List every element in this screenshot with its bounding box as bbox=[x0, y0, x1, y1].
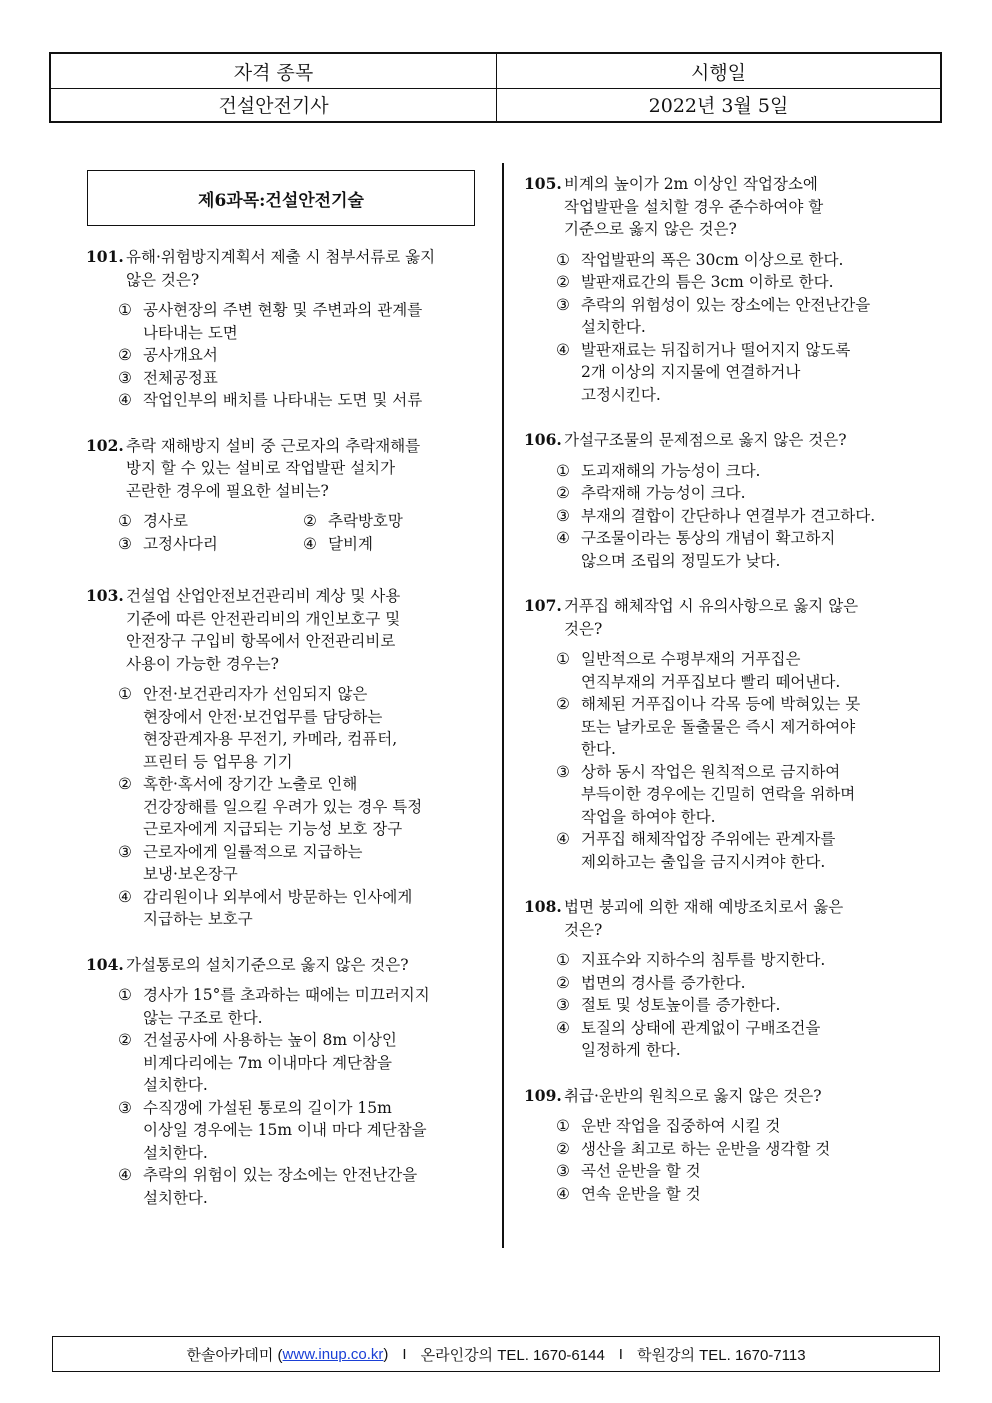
option-text-line: 지급하는 보호구 bbox=[143, 910, 253, 928]
option-text-line: 생산을 최고로 하는 운반을 생각할 것 bbox=[581, 1139, 831, 1158]
right-column bbox=[524, 173, 924, 1205]
question-stem bbox=[524, 595, 924, 640]
question-number: 108. bbox=[524, 897, 562, 916]
answer-option-2 bbox=[271, 510, 456, 533]
option-text-line: 절토 및 성토높이를 증가한다. bbox=[581, 996, 781, 1014]
answer-option-1 bbox=[524, 460, 924, 483]
answer-option-3 bbox=[524, 1160, 924, 1183]
answer-options bbox=[524, 460, 924, 573]
option-text-line: 건강장해를 일으킬 우려가 있는 경우 특정 bbox=[143, 797, 423, 816]
question-number: 107. bbox=[524, 596, 562, 615]
option-text-line: 구조물이라는 통상의 개념이 확고하지 bbox=[581, 529, 836, 547]
option-number-mark: ④ bbox=[556, 1184, 570, 1203]
option-text-line: 고정사다리 bbox=[143, 534, 218, 553]
question-text-line: 것은? bbox=[564, 619, 603, 638]
question-106 bbox=[524, 429, 924, 572]
answer-option-1 bbox=[524, 648, 924, 693]
subject-title: 제6과목:건설안전기술 bbox=[87, 170, 475, 226]
question-number: 109. bbox=[524, 1085, 562, 1105]
option-number-mark: ① bbox=[118, 512, 132, 530]
option-number-mark: ③ bbox=[118, 368, 132, 387]
option-number-mark: ① bbox=[118, 685, 132, 703]
option-text-line: 일정하게 한다. bbox=[581, 1041, 681, 1059]
question-text-line: 것은? bbox=[564, 920, 603, 939]
question-number: 105. bbox=[524, 174, 562, 193]
question-stem bbox=[86, 435, 486, 503]
option-text-line: 작업발판의 폭은 30cm 이상으로 한다. bbox=[581, 250, 844, 269]
option-text-line: 또는 날카로운 돌출물은 즉시 제거하여야 bbox=[581, 717, 856, 736]
question-stem bbox=[86, 954, 486, 977]
option-number-mark: ① bbox=[118, 986, 132, 1004]
question-text-line: 기준에 따른 안전관리비의 개인보호구 및 bbox=[126, 609, 401, 628]
option-number-mark: ④ bbox=[556, 830, 570, 848]
left-column bbox=[86, 170, 486, 1209]
question-text-line: 법면 붕괴에 의한 재해 예방조치로서 옳은 bbox=[564, 898, 844, 916]
answer-option-1 bbox=[524, 249, 924, 272]
option-number-mark: ③ bbox=[118, 1098, 132, 1117]
header-label-exam-date: 시행일 bbox=[690, 61, 747, 84]
option-number-mark: ③ bbox=[556, 295, 570, 314]
question-text-line: 곤란한 경우에 필요한 설비는? bbox=[126, 481, 329, 500]
option-number-mark: ③ bbox=[556, 1162, 570, 1180]
question-number: 102. bbox=[86, 435, 124, 455]
question-text-line: 거푸집 해체작업 시 유의사항으로 옳지 않은 bbox=[564, 597, 859, 615]
question-stem bbox=[524, 173, 924, 241]
option-text-line: 추락재해 가능성이 크다. bbox=[581, 484, 746, 502]
answer-option-4 bbox=[524, 339, 924, 407]
column-divider bbox=[502, 163, 504, 1248]
option-text-line: 건설공사에 사용하는 높이 8m 이상인 bbox=[143, 1031, 397, 1049]
option-text-line: 2개 이상의 지지물에 연결하거나 bbox=[581, 363, 801, 381]
footer-academy: 한솔아카데미 ( bbox=[186, 1346, 283, 1364]
question-text-line: 취급·운반의 원칙으로 옳지 않은 것은? bbox=[564, 1086, 822, 1105]
question-text-line: 건설업 산업안전보건관리비 계상 및 사용 bbox=[126, 587, 401, 605]
option-text-line: 설치한다. bbox=[143, 1076, 208, 1094]
option-text-line: 법면의 경사를 증가한다. bbox=[581, 973, 746, 992]
answer-option-3 bbox=[86, 841, 486, 886]
question-101 bbox=[86, 246, 486, 412]
option-text-line: 현장에서 안전·보건업무를 담당하는 bbox=[143, 707, 383, 726]
option-number-mark: ① bbox=[118, 301, 132, 319]
option-text-line: 근로자에게 지급되는 기능성 보호 장구 bbox=[143, 820, 403, 838]
question-107 bbox=[524, 595, 924, 873]
footer-separator: I bbox=[618, 1345, 623, 1363]
answer-option-4 bbox=[524, 828, 924, 873]
option-text-line: 추락의 위험이 있는 장소에는 안전난간을 bbox=[143, 1166, 418, 1184]
option-text-line: 혹한·혹서에 장기간 노출로 인해 bbox=[143, 775, 358, 793]
answer-options bbox=[86, 683, 486, 931]
option-text-line: 감리원이나 외부에서 방문하는 인사에게 bbox=[143, 887, 413, 906]
option-text-line: 곡선 운반을 할 것 bbox=[581, 1162, 701, 1180]
question-text-line: 방지 할 수 있는 설비로 작업발판 설치가 bbox=[126, 459, 396, 477]
option-text-line: 설치한다. bbox=[581, 318, 646, 336]
answer-option-2 bbox=[524, 1138, 924, 1161]
option-text-line: 발판재료간의 틈은 3cm 이하로 한다. bbox=[581, 273, 834, 291]
option-number-mark: ④ bbox=[118, 391, 132, 409]
question-text-line: 추락 재해방지 설비 중 근로자의 추락재해를 bbox=[126, 436, 421, 455]
answer-options bbox=[524, 1115, 924, 1205]
option-number-mark: ② bbox=[118, 775, 132, 793]
option-text-line: 공사현장의 주변 현황 및 주변과의 관계를 bbox=[143, 301, 423, 319]
option-number-mark: ④ bbox=[303, 534, 317, 553]
option-number-mark: ② bbox=[118, 346, 132, 364]
answer-option-2 bbox=[86, 344, 486, 367]
answer-option-1 bbox=[524, 949, 924, 972]
question-number: 103. bbox=[86, 586, 124, 605]
footer-offline-tel: 학원강의 TEL. 1670-7113 bbox=[636, 1346, 806, 1364]
answer-option-2 bbox=[524, 271, 924, 294]
answer-option-3 bbox=[524, 294, 924, 339]
option-number-mark: ② bbox=[556, 695, 570, 713]
option-text-line: 설치한다. bbox=[143, 1188, 208, 1207]
option-number-mark: ① bbox=[556, 461, 570, 480]
answer-option-1 bbox=[86, 683, 486, 773]
option-text-line: 비계다리에는 7m 이내마다 계단참을 bbox=[143, 1053, 392, 1072]
answer-option-4 bbox=[524, 1183, 924, 1206]
question-number: 104. bbox=[86, 954, 124, 974]
option-number-mark: ① bbox=[556, 1117, 570, 1135]
answer-options bbox=[86, 510, 486, 555]
option-text-line: 않으며 조립의 정밀도가 낮다. bbox=[581, 551, 781, 570]
option-number-mark: ④ bbox=[118, 1166, 132, 1184]
question-stem bbox=[86, 246, 486, 291]
option-text-line: 수직갱에 가설된 통로의 길이가 15m bbox=[143, 1098, 392, 1117]
header-row-values bbox=[51, 88, 940, 121]
question-text-line: 않은 것은? bbox=[126, 270, 200, 289]
question-text-line: 사용이 가능한 경우는? bbox=[126, 654, 279, 673]
answer-option-1 bbox=[86, 299, 486, 344]
option-text-line: 달비계 bbox=[328, 534, 373, 553]
option-text-line: 않는 구조로 한다. bbox=[143, 1008, 263, 1027]
option-number-mark: ③ bbox=[556, 506, 570, 525]
option-number-mark: ③ bbox=[556, 762, 570, 781]
option-text-line: 경사로 bbox=[143, 512, 188, 530]
option-text-line: 추락의 위험성이 있는 장소에는 안전난간을 bbox=[581, 295, 871, 314]
option-text-line: 고정시킨다. bbox=[581, 385, 661, 404]
question-text-line: 비계의 높이가 2m 이상인 작업장소에 bbox=[564, 175, 818, 193]
option-text-line: 연속 운반을 할 것 bbox=[581, 1184, 701, 1203]
option-text-line: 현장관계자용 무전기, 카메라, 컴퓨터, bbox=[143, 730, 398, 748]
option-text-line: 프린터 등 업무용 기기 bbox=[143, 752, 293, 771]
option-text-line: 안전·보건관리자가 선임되지 않은 bbox=[143, 685, 368, 703]
answer-option-1 bbox=[524, 1115, 924, 1138]
option-text-line: 나타내는 도면 bbox=[143, 323, 238, 342]
question-stem bbox=[524, 1085, 924, 1108]
answer-option-3 bbox=[524, 761, 924, 829]
question-text-line: 유해·위험방지계획서 제출 시 첨부서류로 옳지 bbox=[126, 248, 436, 266]
option-text-line: 부재의 결합이 간단하나 연결부가 견고하다. bbox=[581, 506, 876, 525]
answer-option-3 bbox=[524, 994, 924, 1017]
answer-option-2 bbox=[524, 972, 924, 995]
answer-option-4 bbox=[524, 527, 924, 572]
answer-option-4 bbox=[86, 1164, 486, 1209]
question-text-line: 가설통로의 설치기준으로 옳지 않은 것은? bbox=[126, 955, 409, 974]
option-text-line: 거푸집 해체작업장 주위에는 관계자를 bbox=[581, 830, 836, 848]
option-number-mark: ③ bbox=[118, 534, 132, 553]
header-table bbox=[49, 52, 942, 123]
question-stem bbox=[524, 896, 924, 941]
option-text-line: 한다. bbox=[581, 740, 616, 758]
footer-website-link[interactable]: www.inup.co.kr bbox=[282, 1345, 384, 1363]
answer-options bbox=[524, 648, 924, 873]
option-number-mark: ① bbox=[556, 250, 570, 269]
option-number-mark: ② bbox=[556, 273, 570, 291]
header-row-labels bbox=[51, 54, 940, 89]
answer-option-2 bbox=[524, 693, 924, 761]
option-number-mark: ① bbox=[556, 951, 570, 969]
answer-option-1 bbox=[86, 984, 486, 1029]
option-text-line: 토질의 상태에 관계없이 구배조건을 bbox=[581, 1018, 821, 1037]
question-stem bbox=[524, 429, 924, 452]
answer-option-1 bbox=[86, 510, 271, 533]
header-label-qualification: 자격 종목 bbox=[51, 54, 497, 88]
option-text-line: 상하 동시 작업은 원칙적으로 금지하여 bbox=[581, 762, 841, 781]
question-105 bbox=[524, 173, 924, 406]
footer-bar bbox=[52, 1336, 940, 1372]
option-number-mark: ④ bbox=[118, 887, 132, 906]
question-109 bbox=[524, 1085, 924, 1206]
answer-options bbox=[524, 949, 924, 1062]
option-text-line: 제외하고는 출입을 금지시켜야 한다. bbox=[581, 852, 826, 871]
option-number-mark: ② bbox=[303, 512, 317, 530]
footer-online-tel: 온라인강의 TEL. 1670-6144 bbox=[420, 1346, 605, 1364]
answer-options bbox=[524, 249, 924, 407]
answer-option-3 bbox=[524, 505, 924, 528]
question-text-line: 기준으로 옳지 않은 것은? bbox=[564, 220, 737, 238]
option-text-line: 보냉·보온장구 bbox=[143, 865, 238, 883]
option-number-mark: ③ bbox=[118, 842, 132, 861]
option-text-line: 부득이한 경우에는 긴밀히 연락을 위하며 bbox=[581, 785, 856, 803]
footer-url-close: ) bbox=[383, 1345, 389, 1363]
option-text-line: 경사가 15°를 초과하는 때에는 미끄러지지 bbox=[143, 986, 430, 1004]
option-text-line: 추락방호망 bbox=[328, 512, 403, 530]
answer-options bbox=[86, 299, 486, 412]
answer-option-2 bbox=[524, 482, 924, 505]
question-number: 101. bbox=[86, 247, 124, 266]
option-number-mark: ② bbox=[556, 1139, 570, 1158]
option-text-line: 지표수와 지하수의 침투를 방지한다. bbox=[581, 951, 826, 969]
option-number-mark: ④ bbox=[556, 1018, 570, 1037]
option-number-mark: ② bbox=[556, 973, 570, 992]
answer-option-4 bbox=[86, 389, 486, 412]
question-text-line: 작업발판을 설치할 경우 준수하여야 할 bbox=[564, 197, 824, 216]
question-103 bbox=[86, 585, 486, 931]
option-text-line: 운반 작업을 집중하여 시킬 것 bbox=[581, 1117, 781, 1135]
option-number-mark: ④ bbox=[556, 529, 570, 547]
option-number-mark: ② bbox=[118, 1031, 132, 1049]
question-number: 106. bbox=[524, 430, 562, 449]
answer-option-3 bbox=[86, 367, 486, 390]
option-number-mark: ③ bbox=[556, 996, 570, 1014]
option-text-line: 발판재료는 뒤집히거나 떨어지지 않도록 bbox=[581, 340, 851, 359]
option-text-line: 작업인부의 배치를 나타내는 도면 및 서류 bbox=[143, 391, 423, 409]
option-text-line: 일반적으로 수평부재의 거푸집은 bbox=[581, 650, 801, 668]
answer-option-3 bbox=[86, 533, 271, 556]
option-text-line: 해체된 거푸집이나 각목 등에 박혀있는 못 bbox=[581, 695, 861, 713]
option-number-mark: ① bbox=[556, 650, 570, 668]
question-108 bbox=[524, 896, 924, 1062]
answer-option-4 bbox=[524, 1017, 924, 1062]
answer-options bbox=[86, 984, 486, 1209]
option-text-line: 설치한다. bbox=[143, 1143, 208, 1162]
question-stem bbox=[86, 585, 486, 675]
option-text-line: 전체공정표 bbox=[143, 368, 218, 387]
answer-option-4 bbox=[86, 886, 486, 931]
option-number-mark: ④ bbox=[556, 340, 570, 359]
footer-separator: I bbox=[402, 1345, 407, 1363]
option-text-line: 근로자에게 일률적으로 지급하는 bbox=[143, 842, 363, 861]
answer-option-3 bbox=[86, 1097, 486, 1165]
question-text-line: 안전장구 구입비 항목에서 안전관리비로 bbox=[126, 632, 396, 650]
question-102 bbox=[86, 435, 486, 556]
option-text-line: 연직부재의 거푸집보다 빨리 떼어낸다. bbox=[581, 672, 841, 691]
answer-option-2 bbox=[86, 1029, 486, 1097]
option-number-mark: ② bbox=[556, 484, 570, 502]
question-104 bbox=[86, 954, 486, 1210]
header-value-exam-date: 2022년 3월 5일 bbox=[648, 95, 789, 117]
option-text-line: 공사개요서 bbox=[143, 346, 218, 364]
answer-option-2 bbox=[86, 773, 486, 841]
answer-option-4 bbox=[271, 533, 456, 556]
option-text-line: 이상일 경우에는 15m 이내 마다 계단참을 bbox=[143, 1121, 427, 1139]
option-text-line: 도괴재해의 가능성이 크다. bbox=[581, 461, 761, 480]
header-value-qualification: 건설안전기사 bbox=[51, 88, 497, 121]
option-text-line: 작업을 하여야 한다. bbox=[581, 807, 716, 826]
question-text-line: 가설구조물의 문제점으로 옳지 않은 것은? bbox=[564, 431, 847, 449]
